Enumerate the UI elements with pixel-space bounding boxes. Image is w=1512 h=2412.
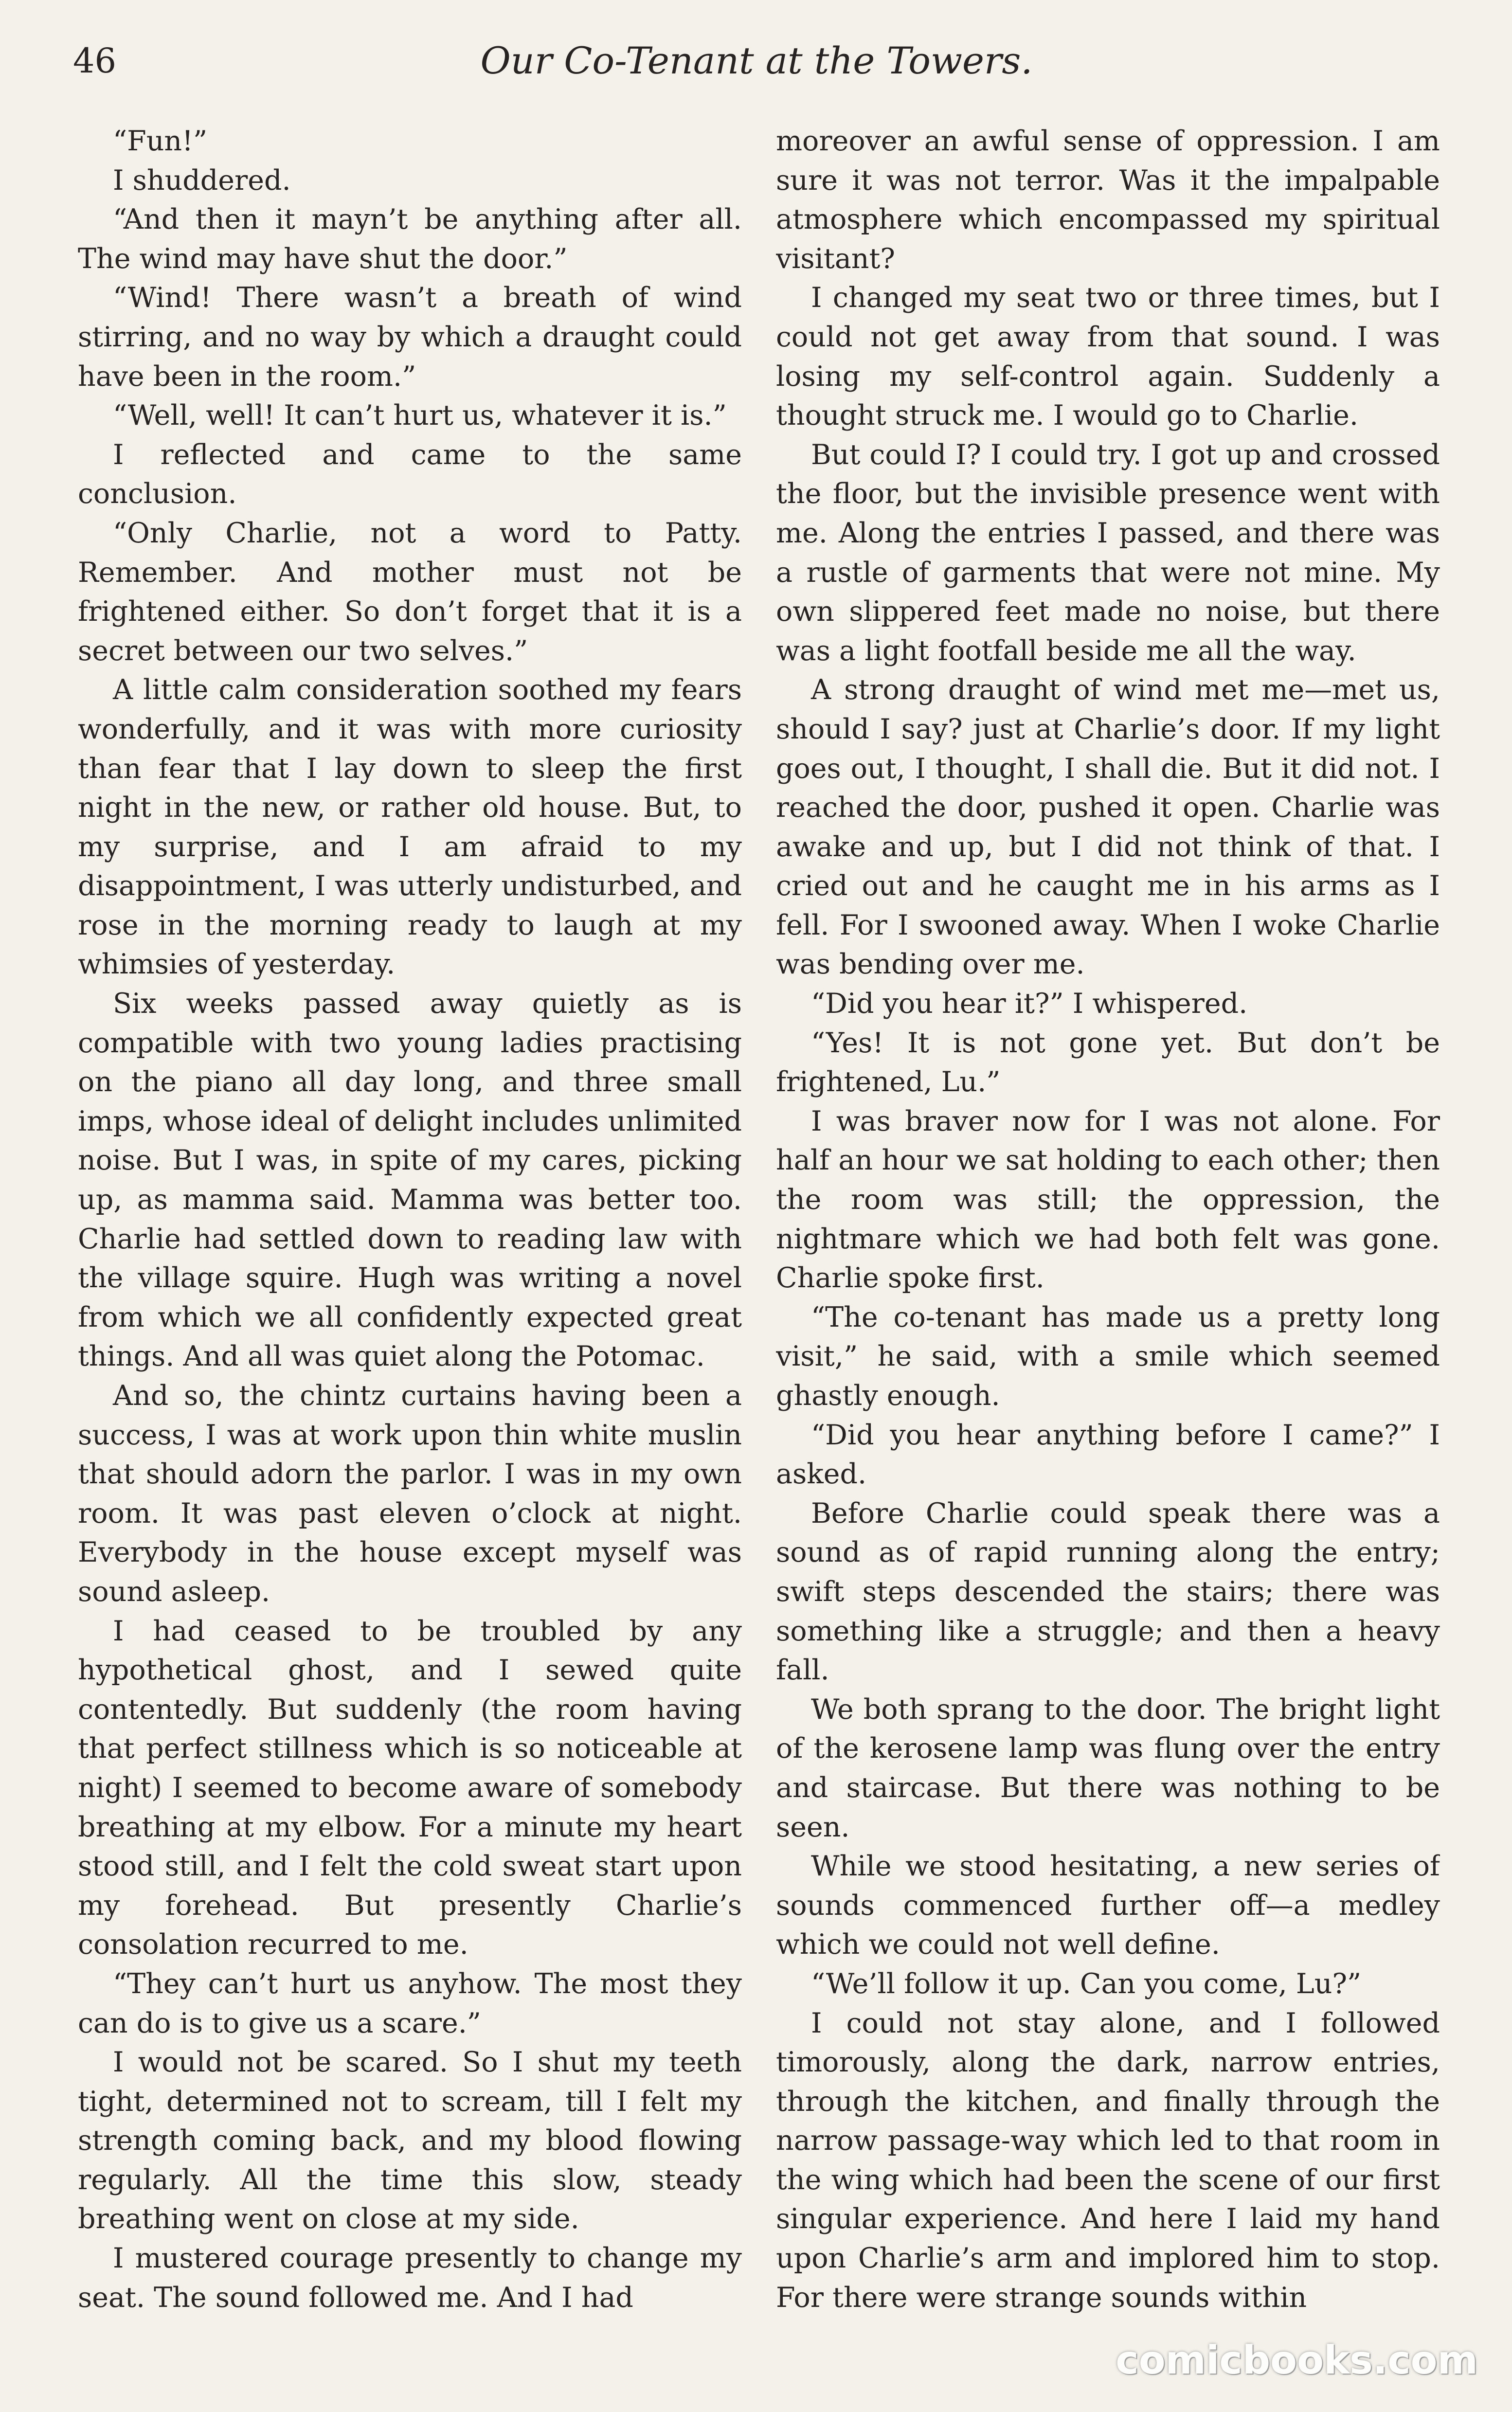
left-column xyxy=(78,122,742,2359)
paragraph: I shuddered. xyxy=(113,164,291,197)
paragraph: “They can’t hurt us anyhow. The most they can do is to give us a scare.” xyxy=(78,1967,742,2039)
paragraph: “And then it mayn’t be anything after all. The wind may have shut the door.” xyxy=(78,203,742,275)
paragraph-continued: moreover an awful sense of oppression. I am sure it was not terror. Was it the impalpable atmosphere which encompassed my spiritual visitant? xyxy=(776,125,1440,275)
paragraph: I could not stay alone, and I followed timorously, along the dark, narrow entries, through the kitchen, and finally through the narrow passage-way which led to that room in the wing which had been the scene of our first singular experience. And here I laid my hand upon Charlie’s arm and implored him to stop. For there were strange sounds within xyxy=(776,2007,1440,2314)
paragraph: But could I? I could try. I got up and crossed the floor, but the invisible presence went with me. Along the entries I passed, and there was a rustle of garments that were not mine. My own slippered feet made no noise, but there was a light footfall beside me all the way. xyxy=(776,438,1440,667)
paragraph: Six weeks passed away quietly as is compatible with two young ladies practising on the piano all day long, and three small imps, whose ideal of delight includes unlimited noise. But I was, in spite of my cares, picking up, as mamma said. Mamma was better too. Charlie had settled down to reading law with the village squire. Hugh was writing a novel from which we all confidently expected great things. And all was quiet along the Potomac. xyxy=(78,988,742,1373)
page-number: 46 xyxy=(73,41,117,81)
paragraph: “Yes! It is not gone yet. But don’t be frightened, Lu.” xyxy=(776,1026,1440,1098)
paragraph: “We’ll follow it up. Can you come, Lu?” xyxy=(811,1967,1362,2000)
paragraph: Before Charlie could speak there was a sound as of rapid running along the entry; swift steps descended the stairs; there was something like a struggle; and then a heavy fall. xyxy=(776,1497,1440,1687)
paragraph: I would not be scared. So I shut my teeth tight, determined not to scream, till I felt my strength coming back, and my blood flowing regularly. All the time this slow, steady breathing went on close at my side. xyxy=(78,2046,742,2235)
paragraph: We both sprang to the door. The bright light of the kerosene lamp was flung over the entry and staircase. But there was nothing to be seen. xyxy=(776,1693,1440,1843)
paragraph: While we stood hesitating, a new series of sounds commenced further off—a medley which we could not well define. xyxy=(776,1850,1440,1961)
paragraph: I changed my seat two or three times, but I could not get away from that sound. I was losing my self-control again. Suddenly a thought struck me. I would go to Charlie. xyxy=(776,282,1440,432)
paragraph: And so, the chintz curtains having been a success, I was at work upon thin white muslin that should adorn the parlor. I was in my own room. It was past eleven o’clock at night. Everybody in the house except myself was sound asleep. xyxy=(78,1380,742,1608)
paragraph: “Wind! There wasn’t a breath of wind stirring, and no way by which a draught could have been in the room.” xyxy=(78,282,742,393)
paragraph: “Did you hear anything before I came?” I asked. xyxy=(776,1419,1440,1491)
paragraph: “Well, well! It can’t hurt us, whatever it is.” xyxy=(113,399,727,432)
paragraph: A little calm consideration soothed my fears wonderfully, and it was with more curiosity than fear that I lay down to sleep the first night in the new, or rather old house. But, to my surprise, and I am afraid to my disappointment, I was utterly undisturbed, and rose in the morning ready to laugh at my whimsies of yesterday. xyxy=(78,674,742,981)
site-watermark: comicbooks.com xyxy=(1116,2338,1478,2383)
paragraph: “Only Charlie, not a word to Patty. Remember. And mother must not be frightened either. So don’t forget that it is a secret between our two selves.” xyxy=(78,517,742,667)
paragraph: A strong draught of wind met me—met us, should I say? just at Charlie’s door. If my light goes out, I thought, I shall die. But it did not. I reached the door, pushed it open. Charlie was awake and up, but I did not think of that. I cried out and he caught me in his arms as I fell. For I swooned away. When I woke Charlie was bending over me. xyxy=(776,674,1440,981)
paragraph: “Fun!” xyxy=(113,125,208,157)
paragraph: I had ceased to be troubled by any hypothetical ghost, and I sewed quite contentedly. But suddenly (the room having that perfect stillness which is so noticeable at night) I seemed to become aware of somebody breathing at my elbow. For a minute my heart stood still, and I felt the cold sweat start upon my forehead. But presently Charlie’s consolation recurred to me. xyxy=(78,1615,742,1961)
page-header xyxy=(73,34,1440,88)
running-title: Our Co-Tenant at the Towers. xyxy=(480,39,1033,82)
paragraph: I mustered courage presently to change my seat. The sound followed me. And I had xyxy=(78,2242,742,2314)
paragraph: “The co-tenant has made us a pretty long visit,” he said, with a smile which seemed ghastly enough. xyxy=(776,1301,1440,1412)
right-column xyxy=(776,122,1440,2359)
paragraph: I reflected and came to the same conclusion. xyxy=(78,438,742,510)
paragraph: “Did you hear it?” I whispered. xyxy=(811,988,1248,1020)
paragraph: I was braver now for I was not alone. For half an hour we sat holding to each other; then the room was still; the oppression, the nightmare which we had both felt was gone. Charlie spoke first. xyxy=(776,1105,1440,1295)
